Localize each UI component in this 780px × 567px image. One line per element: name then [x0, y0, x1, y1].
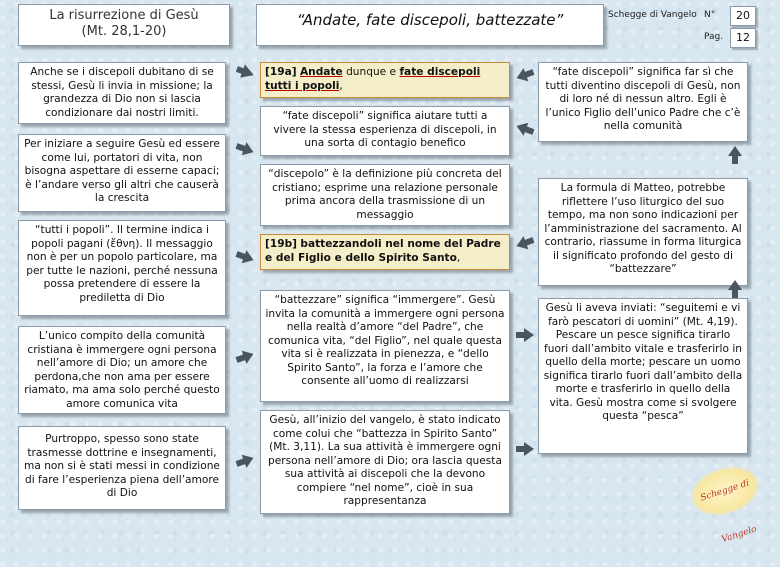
number-label: N°	[704, 10, 716, 20]
subject-box	[18, 4, 230, 46]
subject-title: La risurrezione di Gesù	[49, 8, 199, 23]
left-note-1: Anche se i discepoli dubitano di se stessi, Gesù li invia in missione; la grandezza di Dio non si lascia condizionare dai nostri limiti.	[18, 62, 226, 124]
verse-19a-ref: [19a]	[265, 66, 297, 78]
arrow-icon	[234, 64, 256, 82]
main-title: “Andate, fate discepoli, battezzate”	[296, 11, 564, 29]
arrow-icon	[514, 326, 536, 344]
verse-19a-fate-discepoli: fate discepoli tutti i popoli	[265, 66, 481, 92]
arrow-icon	[514, 440, 536, 458]
main-title-box	[256, 4, 604, 46]
left-note-2: Per iniziare a seguire Gesù ed essere come lui, portatori di vita, non bisogna aspettare di esserne capaci; è l’andare verso gli altri che causerà la crescita	[18, 134, 226, 212]
arrow-icon	[234, 248, 256, 266]
arrow-icon	[234, 140, 256, 158]
page-value: 12	[730, 28, 756, 48]
arrow-icon	[514, 66, 536, 84]
right-note-2: La formula di Matteo, potrebbe riflettere l’uso liturgico del suo tempo, ma non sono indicazioni per l’amministrazione del sacramento. Al contrario, riassume in forma liturgica il significato profondo del gesto di “battezzare”	[538, 178, 748, 286]
center-note-3: “battezzare” significa “immergere”. Gesù invita la comunità a immergere ogni persona nella realtà d’amore “del Padre”, che comunica vita, “del Figlio”, nel quale questa vita si è realizzata in pienezza, e “dello Spirito Santo”, la forza e l’amore che consente all’uomo di realizzarsi	[260, 290, 510, 402]
center-note-1: “fate discepoli” significa aiutare tutti a vivere la stessa esperienza di discepoli, in una sorta di contagio benefico	[260, 106, 510, 156]
left-note-4: L’unico compito della comunità cristiana è immergere ogni persona nell’amore di Dio; un amore che perdona,che non ama per essere riamato, ma ama solo perché questo amore comunica vita	[18, 326, 226, 414]
subject-reference: (Mt. 28,1-20)	[81, 24, 167, 39]
arrow-icon	[724, 146, 746, 164]
right-note-3: Gesù li aveva inviati: “seguitemi e vi farò pescatori di uomini” (Mt. 4,19). Pescare un pesce significa tirarlo fuori dall’ambito vitale e trasferirlo in quello della morte; pescare un uomo significa tirarlo fuori dall’ambito della morte e trasferirlo in quello della vita. Gesù mostra come si svolgere questa “pesca”	[538, 298, 748, 454]
verse-19a: [19a] Andate dunque e fate discepoli tutti i popoli,	[260, 62, 510, 98]
left-note-5: Purtroppo, spesso sono state trasmesse dottrine e insegnamenti, ma non si è stati messi in condizione di fare l’esperienza piena dell’amore di Dio	[18, 426, 226, 510]
logo-text: Schegge di Vangelo	[699, 478, 758, 546]
arrow-icon	[724, 280, 746, 298]
schegge-logo	[685, 458, 766, 546]
arrow-icon	[234, 348, 256, 366]
number-value: 20	[730, 6, 756, 26]
series-label: Schegge di Vangelo	[608, 10, 697, 20]
left-note-3: “tutti i popoli”. Il termine indica i popoli pagani (ἔθνη). Il messaggio non è per un popolo particolare, ma per tutte le nazioni, perché nessuna possa pretendere di essere la prediletta di Dio	[18, 220, 226, 316]
verse-19a-andate: Andate	[299, 66, 343, 78]
page-label: Pag.	[704, 32, 724, 42]
verse-19b-text: battezzandoli nel nome del Padre e del Figlio e dello Spirito Santo	[265, 238, 501, 264]
right-note-1: “fate discepoli” significa far sì che tutti diventino discepoli di Gesù, non di loro né di nessun altro. Egli è l’unico Figlio dell’unico Padre che c’è nella comunità	[538, 62, 748, 142]
arrow-icon	[514, 120, 536, 138]
verse-19b-ref: [19b]	[265, 238, 298, 250]
verse-19b: [19b] battezzandoli nel nome del Padre e del Figlio e dello Spirito Santo,	[260, 234, 510, 270]
arrow-icon	[514, 234, 536, 252]
center-note-2: “discepolo” è la definizione più concreta del cristiano; esprime una relazione personale prima ancora della trasmissione di un messaggio	[260, 164, 510, 226]
center-note-4: Gesù, all’inizio del vangelo, è stato indicato come colui che “battezza in Spirito Santo” (Mt. 3,11). La sua attività è immergere ogni persona nell’amore di Dio; ora lascia questa sua attività ai discepoli che la devono compiere “nel nome”, cioè in sua rappresentanza	[260, 410, 510, 514]
arrow-icon	[234, 452, 256, 470]
